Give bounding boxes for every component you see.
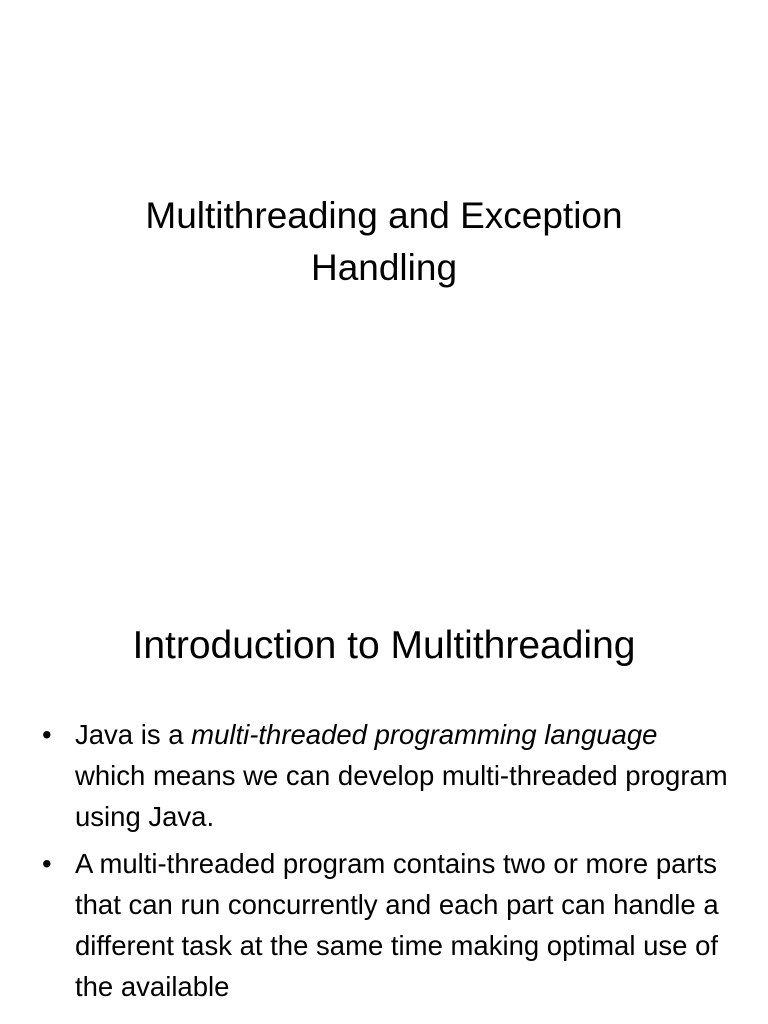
bullet-text-start: Java is a — [75, 719, 192, 750]
bullet-icon: • — [42, 719, 52, 750]
title-line-1: Multithreading and Exception — [145, 195, 623, 236]
bullet-list — [42, 714, 728, 1013]
bullet-icon: • — [42, 848, 52, 879]
bullet-text-italic: multi-threaded programming language — [191, 719, 658, 750]
bullet-text-end: which means we can develop multi-threaded program using Java. — [75, 760, 728, 832]
bullet-item — [42, 714, 728, 837]
content-slide — [0, 576, 768, 1024]
bullet-text: A multi-threaded program contains two or more parts that can run concurrently and each part can handle a different task at the same time making optimal use of the available — [75, 848, 719, 1002]
bullet-item — [42, 843, 728, 1007]
slide-title: Introduction to Multithreading — [132, 624, 636, 667]
presentation-title — [80, 190, 688, 294]
title-line-2: Handling — [310, 247, 458, 288]
